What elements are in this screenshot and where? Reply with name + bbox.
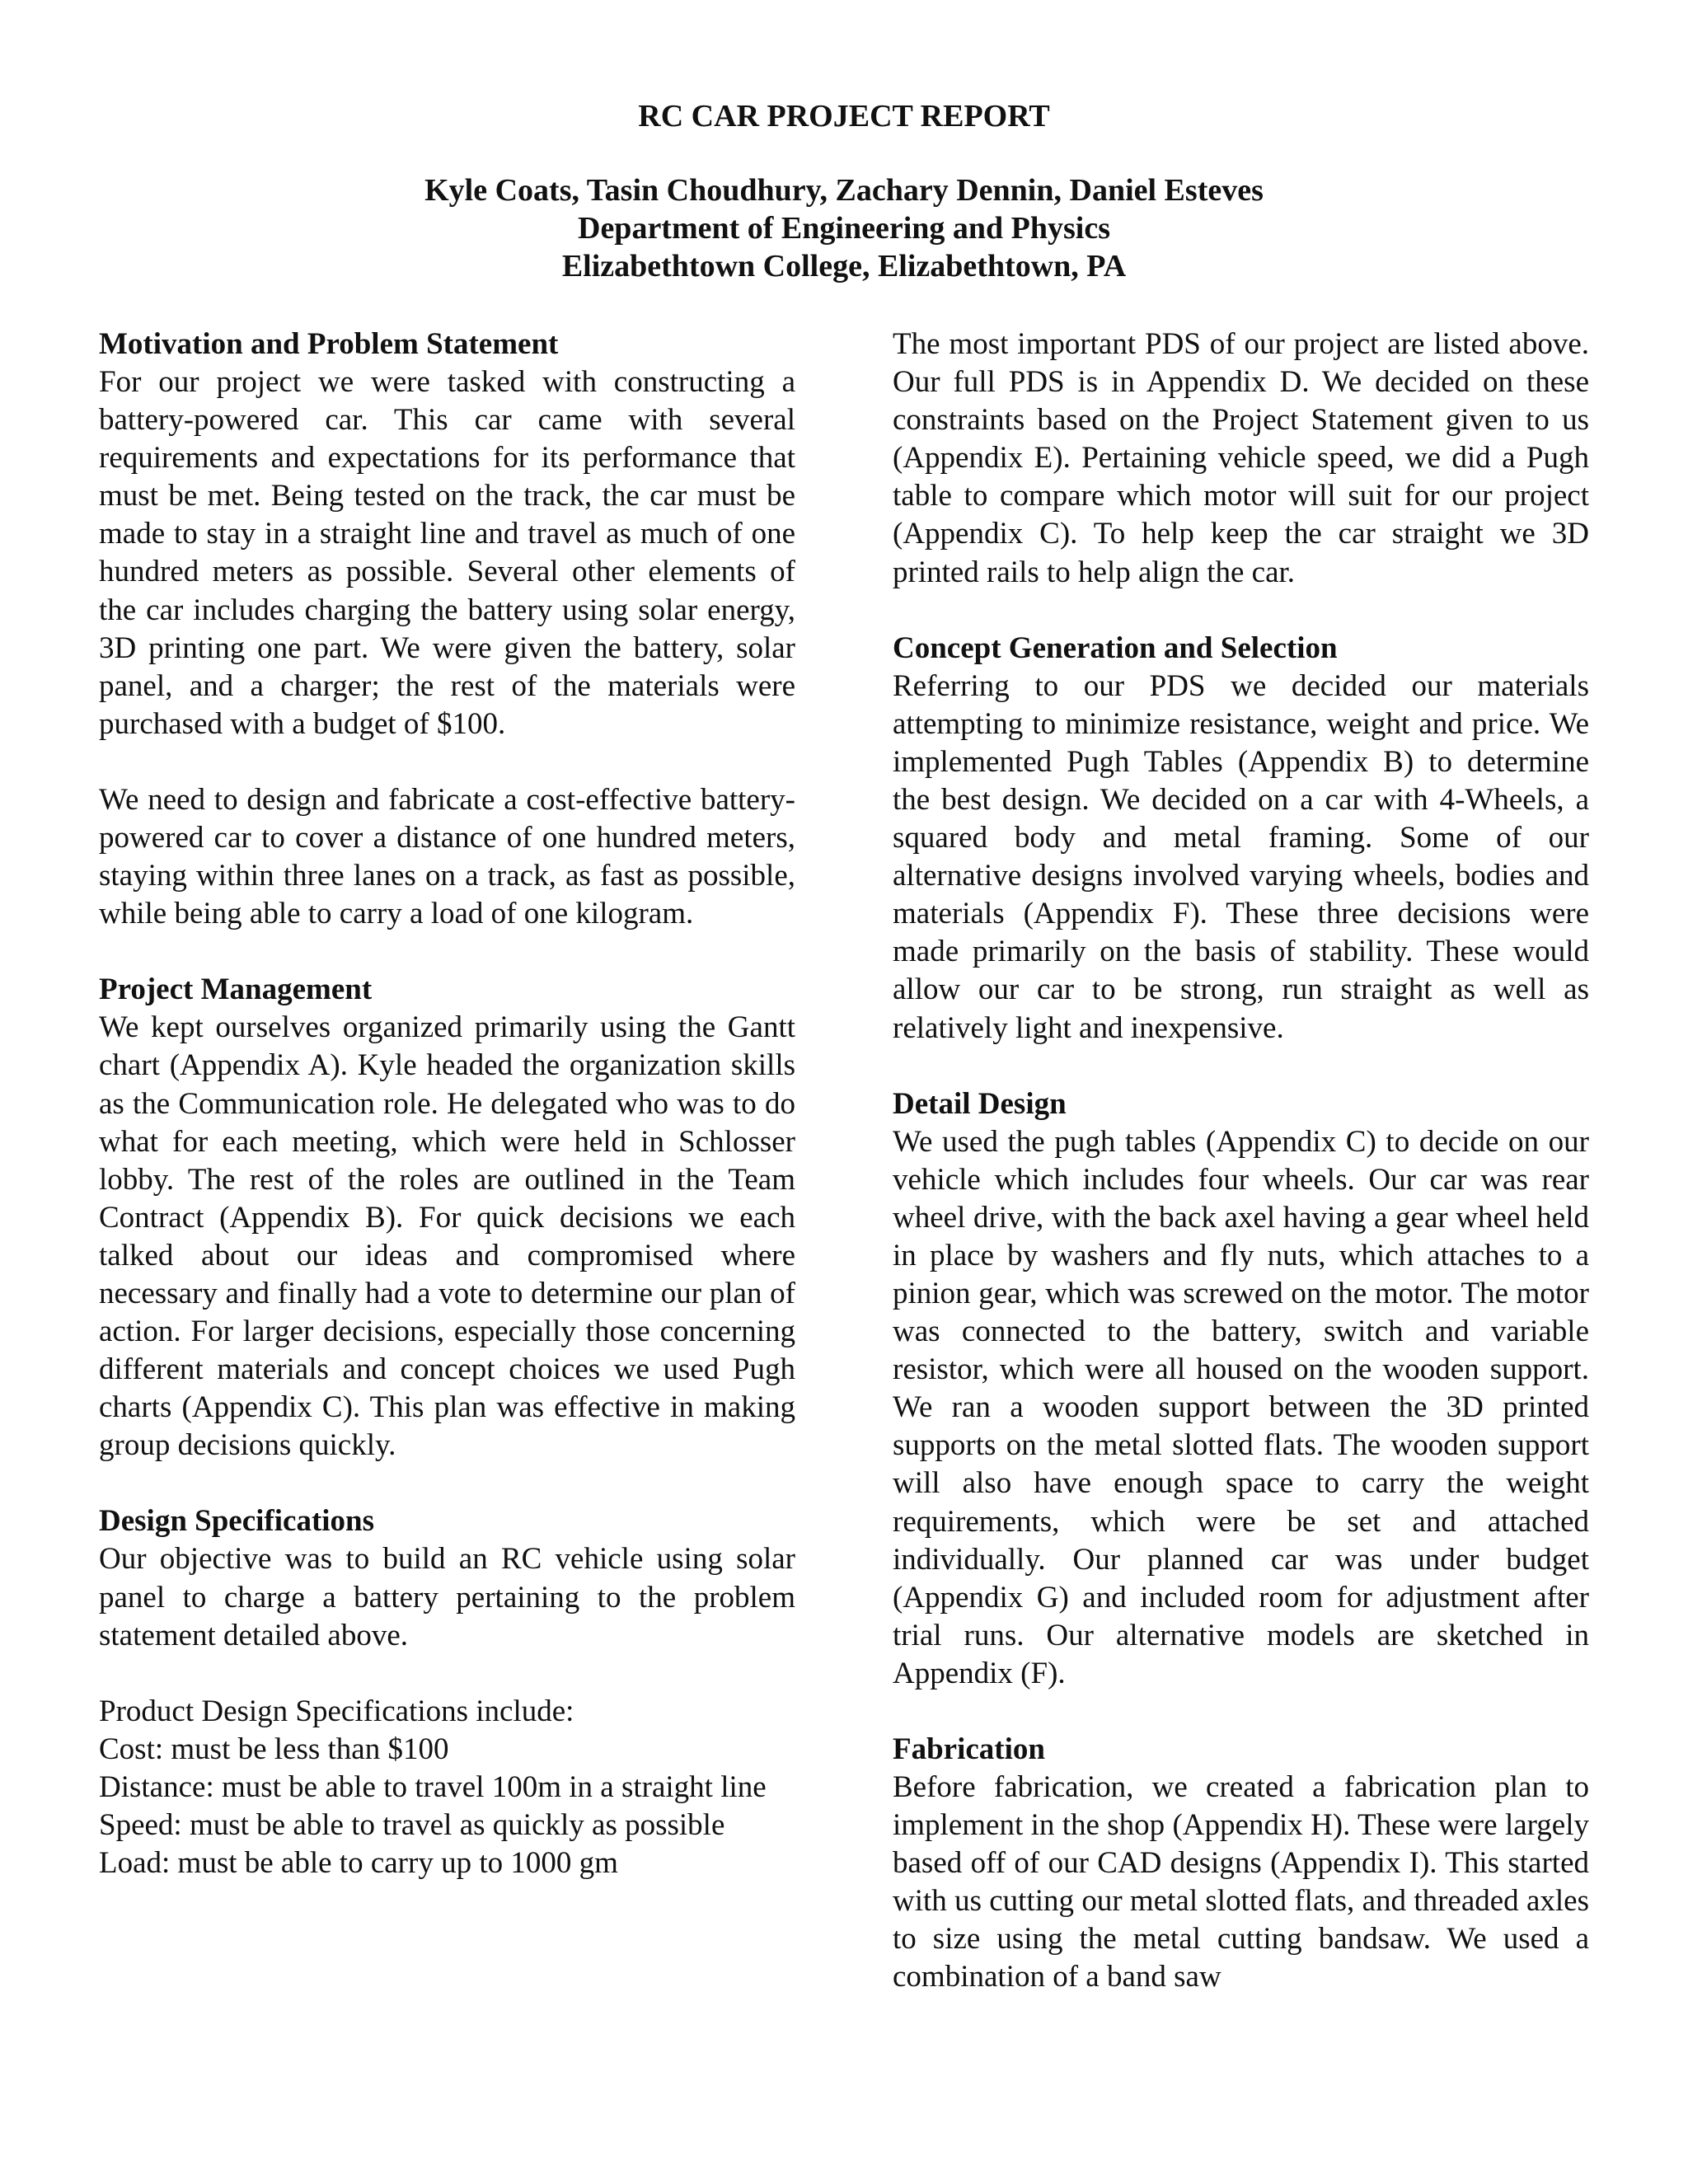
left-column xyxy=(99,326,795,1920)
motivation-paragraph-1: For our project we were tasked with constructing a battery-powered car. This car came with several requirements and expectations for its performance that must be met. Being tested on the track, the car must be made to stay in a straight line and travel as much of one hundred meters as possible. Several other elements of the car includes charging the battery using solar energy, 3D printing one part. We were given the battery, solar panel, and a charger; the rest of the materials were purchased with a budget of $100. xyxy=(99,365,795,741)
department-name: Department of Engineering and Physics xyxy=(578,211,1110,246)
institution-name: Elizabethtown College, Elizabethtown, PA xyxy=(561,249,1127,284)
report-header xyxy=(0,97,1688,285)
section-pds-continuation xyxy=(893,326,1589,592)
section-design-specifications xyxy=(99,1502,795,1882)
specs-paragraph: Our objective was to build an RC vehicle using solar panel to charge a battery pertaining to the problem statement detailed above. xyxy=(99,1542,795,1652)
pds-list-item: Load: must be able to carry up to 1000 gm xyxy=(99,1846,618,1881)
section-concept-generation xyxy=(893,630,1589,1047)
pds-paragraph: The most important PDS of our project are listed above. Our full PDS is in Appendix D. We decided on these constraints based on the Project Statement given to us (Appendix E). Pertaining vehicle speed, we did a Pugh table to compare which motor will suit for our project (Appendix C). To help keep the car straight we 3D printed rails to help align the car. xyxy=(893,327,1589,589)
management-paragraph: We kept ourselves organized primarily using the Gantt chart (Appendix A). Kyle headed the organization skills as the Communication role. He delegated who was to do what for each meeting, which were held in Schlosser lobby. The rest of the roles are outlined in the Team Contract (Appendix B). For quick decisions we each talked about our ideas and compromised where necessary and finally had a vote to determine our plan of action. For larger decisions, especially those concerning different materials and concept choices we used Pugh charts (Appendix C). This plan was effective in making group decisions quickly. xyxy=(99,1010,795,1463)
detail-design-paragraph: We used the pugh tables (Appendix C) to decide on our vehicle which includes four wheels. Our car was rear wheel drive, with the back axel having a gear wheel held in place by washers and fly nuts, which attaches to a pinion gear, which was screwed on the motor. The motor was connected to the battery, switch and variable resistor, which were all housed on the wooden support. We ran a wooden support between the 3D printed supports on the metal slotted flats. The wooden support will also have enough space to carry the weight requirements, which were be set and attached individually. Our planned car was under budget (Appendix G) and included room for adjustment after trial runs. Our alternative models are sketched in Appendix (F). xyxy=(893,1124,1589,1690)
section-detail-design xyxy=(893,1085,1589,1693)
pds-list-item: Speed: must be able to travel as quickly as possible xyxy=(99,1808,725,1842)
section-heading-design-specifications: Design Specifications xyxy=(99,1504,375,1539)
pds-list-item: Cost: must be less than $100 xyxy=(99,1732,449,1766)
author-names: Kyle Coats, Tasin Choudhury, Zachary Dennin, Daniel Esteves xyxy=(424,173,1264,208)
fabrication-paragraph: Before fabrication, we created a fabrication plan to implement in the shop (Appendix H). These were largely based off of our CAD designs (Appendix I). This started with us cutting our metal slotted flats, and threaded axles to size using the metal cutting bandsaw. We used a combination of a band saw xyxy=(893,1770,1589,1994)
section-motivation xyxy=(99,326,795,933)
section-fabrication xyxy=(893,1731,1589,1997)
concept-paragraph: Referring to our PDS we decided our materials attempting to minimize resistance, weight and price. We implemented Pugh Tables (Appendix B) to determine the best design. We decided on a car with 4-Wheels, a squared body and metal framing. Some of our alternative designs involved varying wheels, bodies and materials (Appendix F). These three decisions were made primarily on the basis of stability. These would allow our car to be strong, run straight as well as relatively light and inexpensive. xyxy=(893,668,1589,1045)
section-heading-detail-design: Detail Design xyxy=(893,1086,1067,1121)
section-heading-concept-generation: Concept Generation and Selection xyxy=(893,630,1338,665)
section-heading-motivation: Motivation and Problem Statement xyxy=(99,327,559,361)
pds-list-intro: Product Design Specifications include: xyxy=(99,1694,574,1728)
right-column xyxy=(893,326,1589,2035)
section-heading-project-management: Project Management xyxy=(99,972,373,1007)
page-title: RC CAR PROJECT REPORT xyxy=(638,99,1050,134)
pds-list-item: Distance: must be able to travel 100m in a straight line xyxy=(99,1769,767,1804)
author-block xyxy=(0,171,1688,285)
section-heading-fabrication: Fabrication xyxy=(893,1732,1045,1766)
motivation-paragraph-2: We need to design and fabricate a cost-effective battery-powered car to cover a distance of one hundred meters, staying within three lanes on a track, as fast as possible, while being able to carry a load of one kilogram. xyxy=(99,782,795,931)
pds-list xyxy=(99,1693,795,1882)
section-project-management xyxy=(99,971,795,1465)
